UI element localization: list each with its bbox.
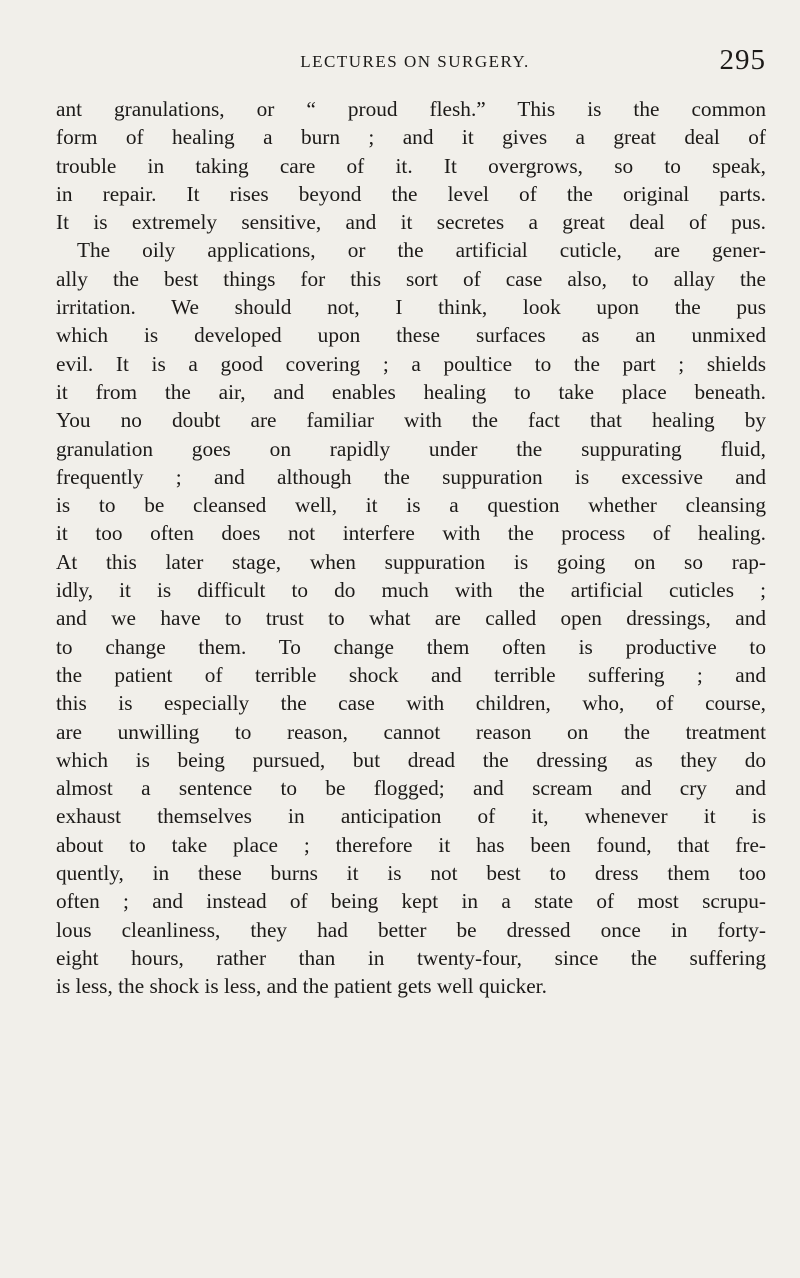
text-line: it from the air, and enables healing to take place beneath. <box>56 379 766 404</box>
text-line: frequently ; and although the suppuration is excessive and <box>56 464 766 489</box>
running-title: LECTURES ON SURGERY. <box>300 52 530 71</box>
text-line: irritation. We should not, I think, look upon the pus <box>56 295 766 320</box>
text-line: is less, the shock is less, and the patient gets well quicker. <box>56 974 547 999</box>
text-line: which is being pursued, but dread the dressing as they do <box>56 747 766 772</box>
text-line: in repair. It rises beyond the level of the original parts. <box>56 181 766 206</box>
text-line: It is extremely sensitive, and it secretes a great deal of pus. <box>56 210 766 235</box>
text-line: which is developed upon these surfaces as an unmixed <box>56 323 766 348</box>
page-number: 295 <box>719 44 766 76</box>
text-line: evil. It is a good covering ; a poultice to the part ; shields <box>56 351 766 376</box>
text-line: exhaust themselves in anticipation of it, whenever it is <box>56 804 766 829</box>
text-line: granulation goes on rapidly under the suppurating fluid, <box>56 436 766 461</box>
text-line: ally the best things for this sort of case also, to allay the <box>56 266 766 291</box>
text-line: ant granulations, or “ proud flesh.” This is the common <box>56 97 766 121</box>
text-line: the patient of terrible shock and terrible suffering ; and <box>56 662 766 687</box>
text-line: often ; and instead of being kept in a state of most scrupu- <box>56 889 766 914</box>
text-line: lous cleanliness, they had better be dressed once in forty- <box>56 917 766 942</box>
text-line: it too often does not interfere with the process of healing. <box>56 521 766 546</box>
text-line: You no doubt are familiar with the fact that healing by <box>56 408 766 433</box>
text-line: and we have to trust to what are called open dressings, and <box>56 606 766 631</box>
text-line: this is especially the case with children, who, of course, <box>56 691 766 716</box>
text-line: trouble in taking care of it. It overgrows, so to speak, <box>56 153 766 178</box>
text-line: eight hours, rather than in twenty-four, since the suffering <box>56 945 766 970</box>
text-line: almost a sentence to be flogged; and scream and cry and <box>56 776 766 801</box>
text-line: to change them. To change them often is productive to <box>56 634 766 659</box>
text-line: idly, it is difficult to do much with the artificial cuticles ; <box>56 578 766 603</box>
body-text <box>56 95 766 1001</box>
text-line: form of healing a burn ; and it gives a great deal of <box>56 125 766 150</box>
text-line: The oily applications, or the artificial cuticle, are gener- <box>77 238 766 263</box>
text-line: are unwilling to reason, cannot reason on the treatment <box>56 719 766 744</box>
text-line: about to take place ; therefore it has been found, that fre- <box>56 832 766 857</box>
running-head <box>56 44 766 84</box>
text-line: is to be cleansed well, it is a question whether cleansing <box>56 493 766 518</box>
text-line: quently, in these burns it is not best to dress them too <box>56 861 766 886</box>
text-line: At this later stage, when suppuration is going on so rap- <box>56 549 766 574</box>
